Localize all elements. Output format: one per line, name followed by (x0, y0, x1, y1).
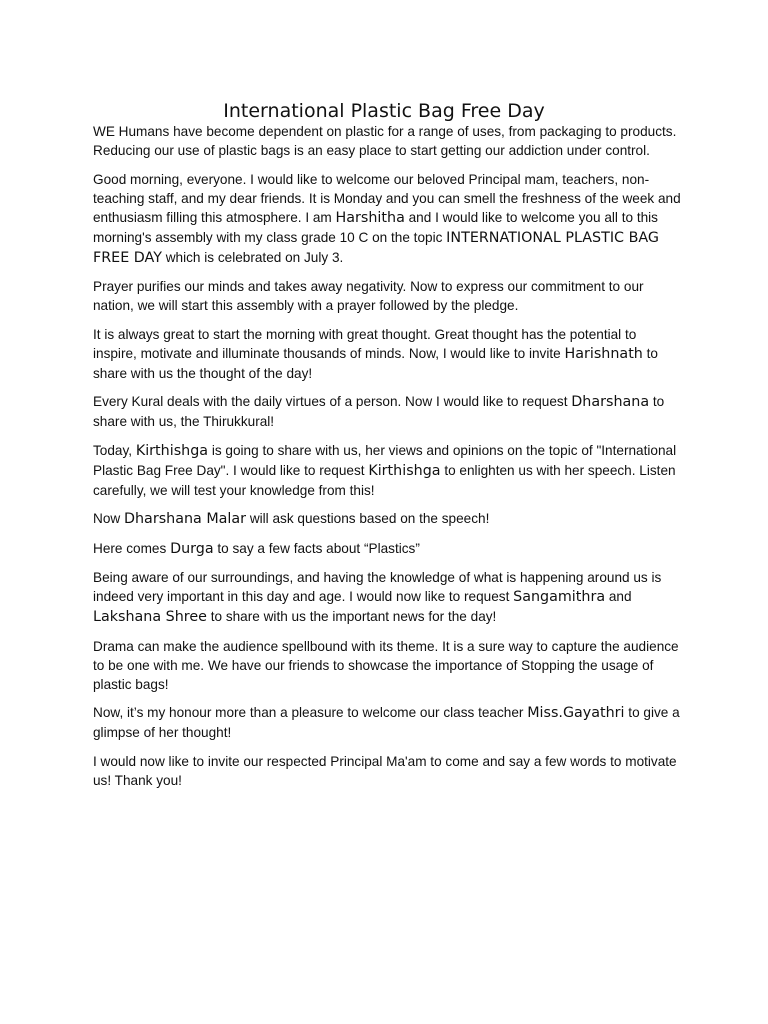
student-name: Lakshana Shree (93, 609, 207, 625)
student-name: Kirthishga (368, 462, 441, 479)
news-paragraph (93, 568, 683, 627)
text-segment: Now (93, 511, 124, 526)
drama-paragraph: Drama can make the audience spellbound with its theme. It is a sure way to capture the audience to be one with me. We have our friends to showcase the importance of Stopping the usage of plastic bags! (93, 638, 679, 692)
topic-name: INTERNATIONAL PLASTIC BAG FREE DAY (93, 229, 659, 266)
kural-paragraph (93, 392, 683, 431)
text-segment: Being aware of our surroundings, and having the knowledge of what is happening around us is indeed very important in this day and age. I would now like to request (93, 570, 662, 604)
text-segment: and I would like to welcome you all to this morning's assembly with my class grade 10 C on the topic (93, 209, 658, 245)
questions-paragraph (93, 509, 683, 529)
teacher-name: Miss.Gayathri (527, 705, 625, 721)
facts-paragraph (93, 539, 683, 559)
student-name: Harishnath (564, 345, 643, 362)
text-segment: to share with us the important news for the day! (206, 609, 497, 624)
page-title: International Plastic Bag Free Day (223, 99, 545, 122)
document-body (93, 122, 683, 799)
text-segment: Now, it’s my honour more than a pleasure to welcome our class teacher (93, 705, 528, 720)
student-name: Dharshana (571, 394, 650, 410)
speech-paragraph (93, 441, 683, 500)
text-segment: is going to share with us, her views and opinions on the topic of "International Plastic Bag Free Day". I would like to request (93, 442, 677, 478)
text-segment: Today, (93, 442, 136, 458)
text-segment: to say a few facts about “Plastics” (213, 540, 420, 556)
text-segment: to share with us, the Thirukkural! (93, 394, 665, 429)
student-name: Kirthishga (135, 442, 209, 459)
text-segment: Every Kural deals with the daily virtues of a person. Now I would like to request (93, 394, 572, 409)
teacher-paragraph (93, 703, 683, 742)
prayer-paragraph: Prayer purifies our minds and takes away negativity. Now to express our commitment to our nation, we will start this assembly with a prayer followed by the pledge. (93, 279, 644, 313)
text-segment: to share with us the thought of the day! (93, 345, 658, 381)
text-segment: to give a glimpse of her thought! (93, 705, 680, 740)
student-name: Sangamithra (513, 589, 606, 605)
student-name: Dharshana Malar (123, 511, 247, 527)
text-segment: to enlighten us with her speech. Listen carefully, we will test your knowledge from this! (93, 462, 676, 498)
thought-paragraph (93, 325, 683, 383)
student-name: Durga (170, 540, 214, 557)
intro-paragraph: WE Humans have become dependent on plastic for a range of uses, from packaging to products. Reducing our use of plastic bags is an easy place to start getting our addiction under control. (93, 124, 677, 158)
text-segment: It is always great to start the morning with great thought. Great thought has the potential to inspire, motivate and illuminate thousands of minds. Now, I would like to invite (93, 326, 637, 361)
speaker-name: Harshitha (335, 209, 405, 226)
welcome-paragraph (93, 170, 683, 268)
text-segment: which is celebrated on July 3. (161, 249, 344, 265)
text-segment: Here comes (93, 540, 171, 556)
text-segment: Good morning, everyone. I would like to welcome our beloved Principal mam, teachers, non-teaching staff, and my dear friends. It is Monday and you can smell the freshness of the week and enthusiasm filling this atmosphere. I am (93, 171, 681, 225)
text-segment: will ask questions based on the speech! (246, 511, 490, 526)
closing-paragraph: I would now like to invite our respected Principal Ma'am to come and say a few words to motivate us! Thank you! (93, 753, 677, 788)
text-segment: and (605, 589, 632, 604)
